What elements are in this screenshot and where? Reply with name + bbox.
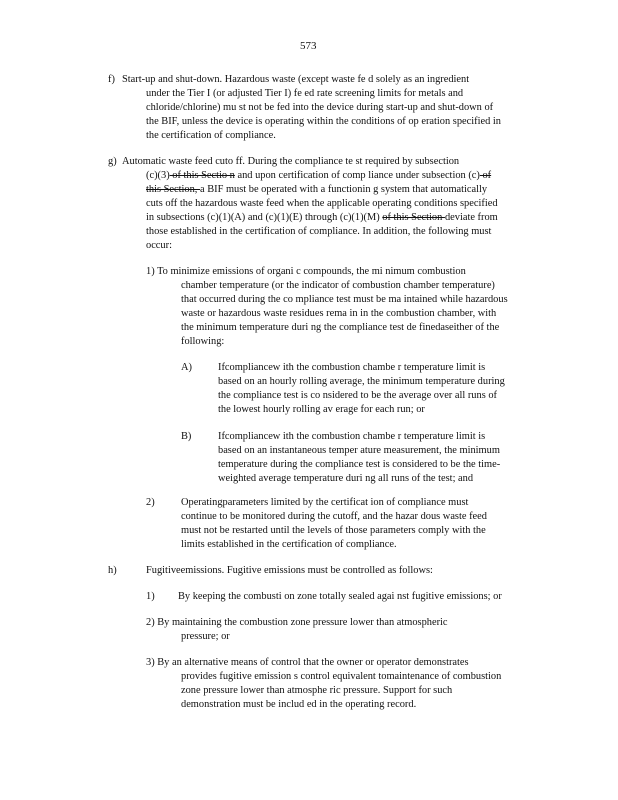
subitem-b-line-1: Ifcompliancew ith the combustion chambe r temperature limit is [218, 431, 486, 442]
subitem-a-line-4: the lowest hourly rolling av erage for each run; or [218, 404, 425, 415]
g-item-1-line-6: following: [181, 336, 225, 347]
section-g-line-1: Automatic waste feed cuto ff. During the compliance te st required by subsection [122, 156, 460, 167]
text-span: (c)(3) [146, 170, 170, 181]
g-item-2-line-1: Operatingparameters limited by the certificat ion of compliance must [181, 497, 469, 508]
subitem-b-line-2: based on an instantaneous temper ature measurement, the minimum [218, 445, 500, 456]
h-item-3-line-4: demonstration must be includ ed in the operating record. [181, 699, 417, 710]
g-item-1-line-1: 1) To minimize emissions of organi c compounds, the mi nimum combustion [146, 266, 466, 277]
subitem-b-line-3: temperature during the compliance test is considered to be the time- [218, 459, 501, 470]
g-item-1-line-5: the minimum temperature duri ng the compliance test de finedaseither of the [181, 322, 500, 333]
g-item-1-line-4: waste or hazardous waste residues rema in in the combustion chamber, with [181, 308, 497, 319]
subitem-b-label: B) [181, 431, 192, 442]
g-item-2-line-2: continue to be monitored during the cutoff, and the hazar dous waste feed [181, 511, 487, 522]
section-f-line-1: Start-up and shut-down. Hazardous waste (except waste fe d solely as an ingredient [122, 74, 470, 85]
section-h-label: h) [108, 565, 117, 576]
section-f-line-3: chloride/chlorine) mu st not be fed into the device during start-up and shut-down of [146, 102, 494, 113]
section-f-line-2: under the Tier I (or adjusted Tier I) fe ed rate screening limits for metals and [146, 88, 464, 99]
text-span: in subsections (c)(1)(A) and (c)(1)(E) through (c)(1)(M) [146, 212, 383, 223]
subitem-b-line-4: weighted average temperature duri ng all runs of the test; and [218, 473, 474, 484]
g-item-1-line-3: that occurred during the co mpliance test must be ma intained while hazardous [181, 294, 508, 305]
section-f-line-5: the certification of compliance. [146, 130, 276, 141]
section-g-line-5 [146, 211, 498, 224]
section-f-label: f) [108, 74, 115, 85]
struck-text: of this Section [382, 212, 445, 223]
g-item-1-line-2: chamber temperature (or the indicator of combustion chamber temperature) [181, 280, 495, 291]
text-span: and upon certification of comp liance under subsection (c) [234, 170, 480, 181]
subitem-a-line-3: the compliance test is co nsidered to be the average over all runs of [218, 390, 497, 401]
h-item-1-label: 1) [146, 591, 155, 602]
h-item-2-line-2: pressure; or [181, 631, 230, 642]
g-item-2-line-3: must not be restarted until the levels of those parameters comply with the [181, 525, 486, 536]
h-item-3-line-3: zone pressure lower than atmosphe ric pressure. Support for such [181, 685, 453, 696]
text-span: deviate from [444, 212, 498, 223]
struck-text: of this Sectio n [169, 170, 235, 181]
page-number: 573 [300, 40, 317, 52]
subitem-a-label: A) [181, 362, 192, 373]
h-item-1-line-1: By keeping the combusti on zone totally sealed agai nst fugitive emissions; or [178, 591, 502, 602]
subitem-a-line-2: based on an hourly rolling average, the minimum temperature during [218, 376, 505, 387]
section-f-line-4: the BIF, unless the device is operating within the conditions of op eration specified in [146, 116, 501, 127]
g-item-2-line-4: limits established in the certification of compliance. [181, 539, 397, 550]
h-item-2-line-1: 2) By maintaining the combustion zone pressure lower than atmospheric [146, 617, 448, 628]
section-g-line-4: cuts off the hazardous waste feed when the applicable operating conditions specified [146, 198, 498, 209]
section-g-line-6: those established in the certification of compliance. In addition, the following must [146, 226, 492, 237]
section-g-line-7: occur: [146, 240, 172, 251]
section-g-line-3 [146, 183, 487, 196]
struck-text: of [479, 170, 492, 181]
g-item-2-label: 2) [146, 497, 155, 508]
subitem-a-line-1: Ifcompliancew ith the combustion chambe r temperature limit is [218, 362, 486, 373]
text-span: a BIF must be operated with a functionin g system that automatically [199, 184, 488, 195]
h-item-3-line-2: provides fugitive emission s control equivalent tomaintenance of combustion [181, 671, 502, 682]
h-item-3-line-1: 3) By an alternative means of control that the owner or operator demonstrates [146, 657, 469, 668]
section-g-label: g) [108, 156, 117, 167]
struck-text: this Section, [146, 184, 200, 195]
section-h-line-1: Fugitiveemissions. Fugitive emissions must be controlled as follows: [146, 565, 433, 576]
section-g-line-2 [146, 169, 491, 182]
